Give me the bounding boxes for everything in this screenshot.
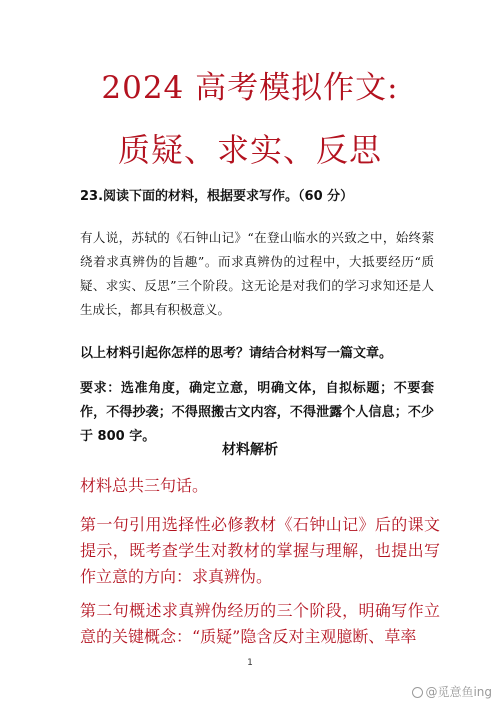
title-line-2: 质疑、求实、反思 — [117, 131, 382, 169]
watermark — [412, 683, 492, 700]
page-number: 1 — [247, 658, 253, 668]
analysis-paragraph-3: 第二句概述求真辨伪经历的三个阶段，明确写作立意的关键概念：“质疑”隐含反对主观臆断、草率 — [80, 601, 440, 646]
analysis-paragraph-1: 材料总共三句话。 — [80, 476, 209, 495]
writing-requirements: 要求：选准角度，确定立意，明确文体，自拟标题；不要套作，不得抄袭；不得照搬古文内容，不得泄露个人信息；不少于 800 字。 — [80, 381, 434, 444]
question-heading: 23.阅读下面的材料，根据要求写作。（60 分） — [80, 189, 354, 204]
analysis-paragraph-2: 第一句引用选择性必修教材《石钟山记》后的课文提示，既考查学生对教材的掌握与理解，也提出写作立意的方向：求真辨伪。 — [80, 515, 440, 586]
analysis-heading: 材料解析 — [222, 442, 278, 458]
watermark-text: @觅意鱼ing — [425, 685, 492, 699]
material-paragraph: 有人说，苏轼的《石钟山记》“在登山临水的兴致之中，始终萦绕着求真辨伪的旨趣”。而求真辨伪的过程中，大抵要经历“质疑、求实、反思”三个阶段。这无论是对我们的学习求知还是人生成长，都具有积极意义。 — [80, 230, 434, 317]
title-line-1: 2024 高考模拟作文: — [101, 70, 399, 106]
watermark-logo-icon — [412, 687, 423, 698]
writing-prompt: 以上材料引起你怎样的思考？请结合材料写一篇文章。 — [80, 346, 393, 361]
